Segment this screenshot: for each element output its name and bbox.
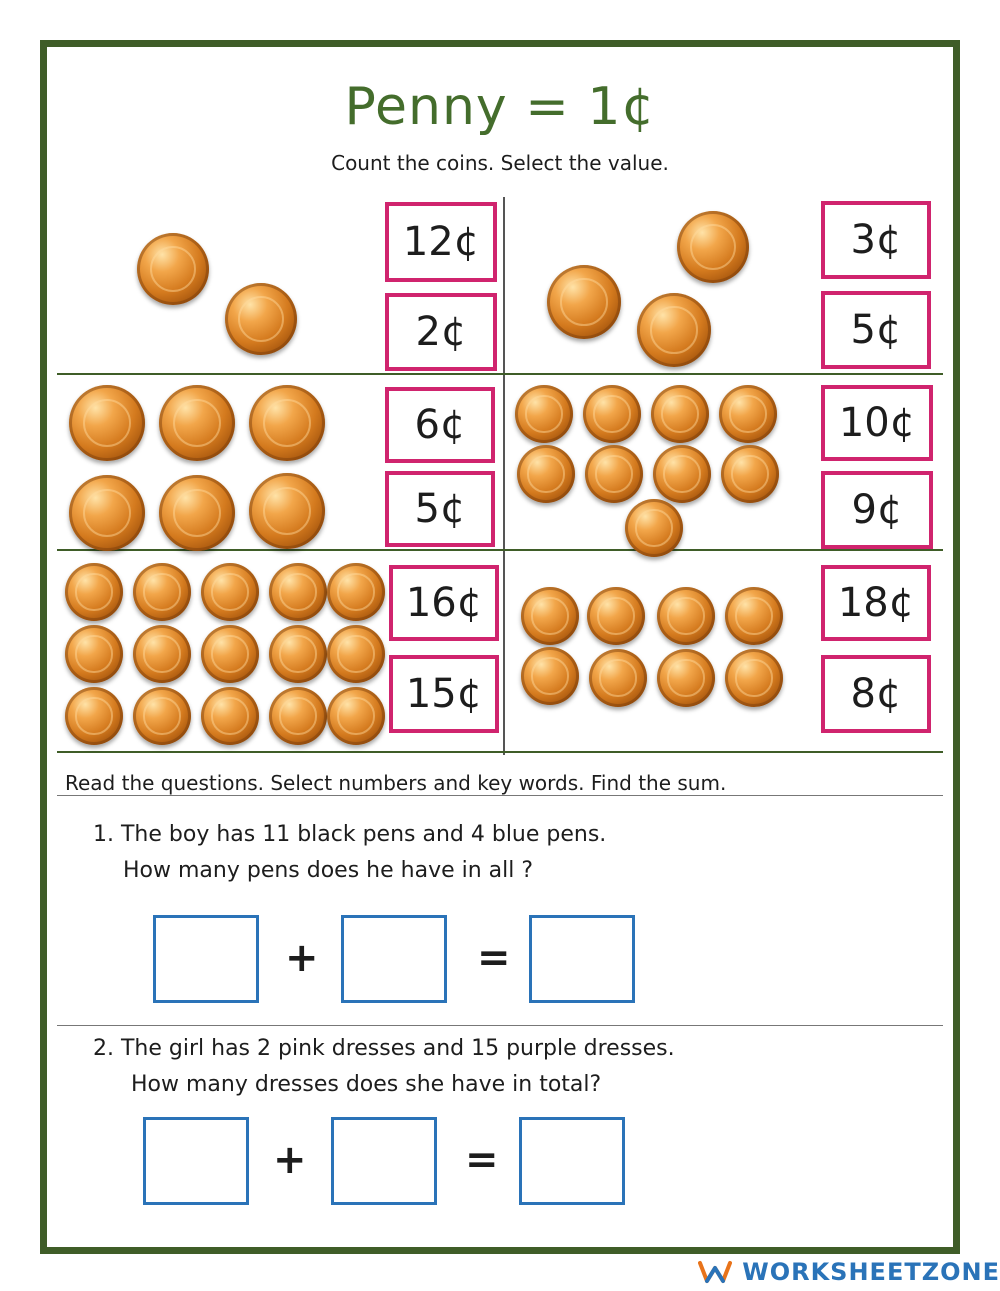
penny-coin: [201, 687, 259, 745]
penny-coin: [65, 687, 123, 745]
question-2-line-2: How many dresses does she have in total?: [131, 1072, 602, 1097]
question-2-sum-box[interactable]: [519, 1117, 625, 1205]
penny-coin: [677, 211, 749, 283]
penny-coin: [249, 385, 325, 461]
penny-coin: [547, 265, 621, 339]
equals-sign: =: [465, 1137, 499, 1183]
penny-coin: [133, 625, 191, 683]
penny-coin: [517, 445, 575, 503]
penny-coin: [137, 233, 209, 305]
option-16-cents[interactable]: 16¢: [389, 565, 499, 641]
penny-coin: [327, 563, 385, 621]
penny-coin: [225, 283, 297, 355]
penny-coin: [625, 499, 683, 557]
option-9-cents[interactable]: 9¢: [821, 471, 933, 549]
brand-footer: [698, 1258, 1000, 1286]
page-subtitle: Count the coins. Select the value.: [331, 151, 669, 175]
penny-coin: [69, 385, 145, 461]
penny-coin: [159, 475, 235, 551]
penny-coin: [133, 563, 191, 621]
option-8-cents[interactable]: 8¢: [821, 655, 931, 733]
penny-coin: [65, 563, 123, 621]
penny-coin: [249, 473, 325, 549]
penny-coin: [585, 445, 643, 503]
equals-sign: =: [477, 935, 511, 981]
penny-coin: [587, 587, 645, 645]
question-1-line-2: How many pens does he have in all ?: [123, 858, 534, 883]
penny-coin: [521, 647, 579, 705]
penny-coin: [725, 649, 783, 707]
penny-coin: [327, 687, 385, 745]
penny-coin: [589, 649, 647, 707]
penny-coin: [657, 587, 715, 645]
instruction-text: Read the questions. Select numbers and key words. Find the sum.: [65, 771, 727, 795]
penny-coin: [159, 385, 235, 461]
penny-coin: [719, 385, 777, 443]
question-2-line-1: 2. The girl has 2 pink dresses and 15 purple dresses.: [93, 1036, 675, 1061]
penny-coin: [69, 475, 145, 551]
option-2-cents[interactable]: 2¢: [385, 293, 497, 371]
penny-coin: [133, 687, 191, 745]
penny-coin: [327, 625, 385, 683]
penny-coin: [521, 587, 579, 645]
penny-coin: [657, 649, 715, 707]
worksheet: [40, 40, 960, 1254]
brand-name: WORKSHEETZONE: [742, 1258, 1000, 1286]
option-18-cents[interactable]: 18¢: [821, 565, 931, 641]
penny-coin: [725, 587, 783, 645]
question-1-line-1: 1. The boy has 11 black pens and 4 blue pens.: [93, 822, 607, 847]
plus-sign: +: [273, 1137, 307, 1183]
question-2-addend-2-box[interactable]: [331, 1117, 437, 1205]
option-10-cents[interactable]: 10¢: [821, 385, 933, 461]
option-12-cents[interactable]: 12¢: [385, 202, 497, 282]
question-divider: [57, 1025, 943, 1026]
penny-coin: [637, 293, 711, 367]
option-15-cents[interactable]: 15¢: [389, 655, 499, 733]
option-5-cents[interactable]: 5¢: [385, 471, 495, 547]
penny-coin: [721, 445, 779, 503]
penny-coin: [269, 563, 327, 621]
grid-divider-row1: [57, 373, 943, 375]
penny-coin: [651, 385, 709, 443]
penny-coin: [269, 687, 327, 745]
penny-coin: [515, 385, 573, 443]
page-title: Penny = 1¢: [344, 77, 656, 137]
option-6-cents[interactable]: 6¢: [385, 387, 495, 463]
instruction-divider: [57, 795, 943, 796]
worksheetzone-logo-icon: [698, 1260, 732, 1284]
option-3-cents[interactable]: 3¢: [821, 201, 931, 279]
penny-coin: [269, 625, 327, 683]
question-1-addend-2-box[interactable]: [341, 915, 447, 1003]
question-2-addend-1-box[interactable]: [143, 1117, 249, 1205]
question-1-addend-1-box[interactable]: [153, 915, 259, 1003]
penny-coin: [583, 385, 641, 443]
penny-coin: [653, 445, 711, 503]
plus-sign: +: [285, 935, 319, 981]
question-1-sum-box[interactable]: [529, 915, 635, 1003]
grid-divider-row3: [57, 751, 943, 753]
penny-coin: [201, 625, 259, 683]
penny-coin: [201, 563, 259, 621]
penny-coin: [65, 625, 123, 683]
option-5-cents[interactable]: 5¢: [821, 291, 931, 369]
grid-divider-vertical: [503, 197, 505, 755]
